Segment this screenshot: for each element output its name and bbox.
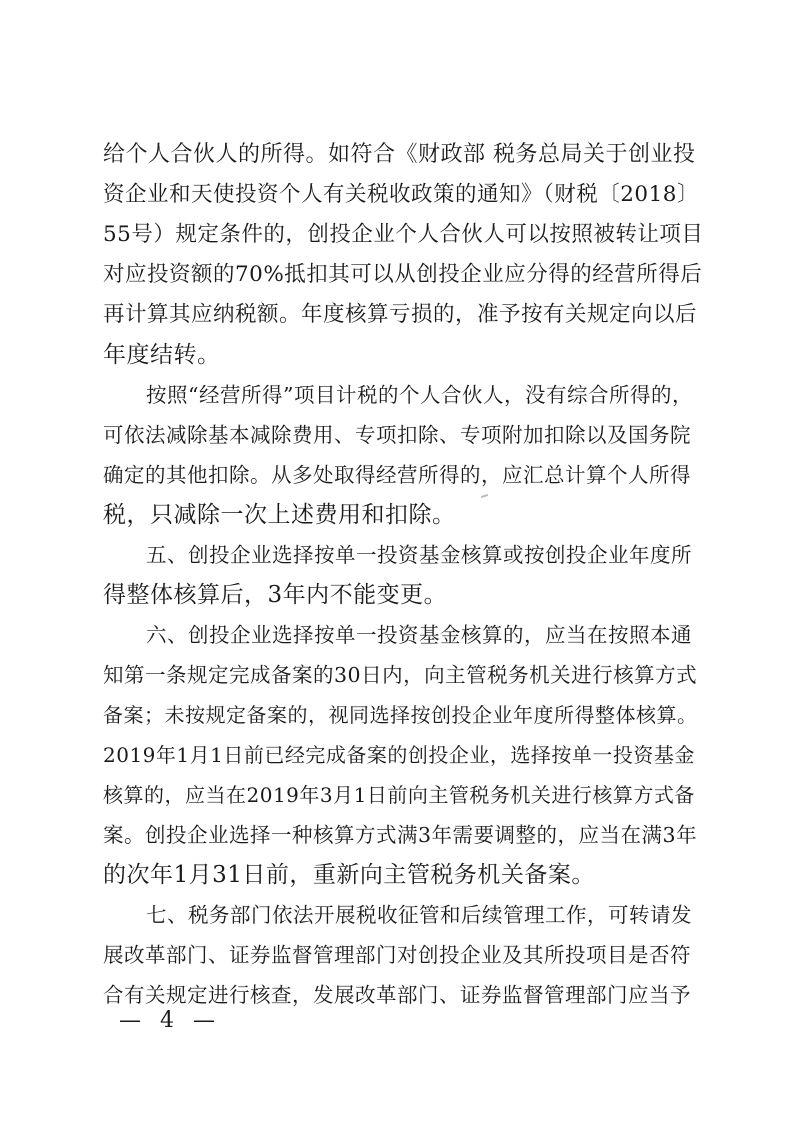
body-text-line: 2019年1月1日前已经完成备案的创投企业，选择按单一投资基金 — [103, 743, 695, 767]
body-text-line: 得整体核算后，3年内不能变更。 — [103, 582, 448, 608]
paragraph-start-line: 七、税务部门依法开展税收征管和后续管理工作，可转请发 — [146, 903, 692, 927]
body-text-line: 给个人合伙人的所得。如符合《财政部 税务总局关于创业投 — [103, 142, 696, 167]
body-text-line: 可依法减除基本减除费用、专项扣除、专项附加扣除以及国务院 — [103, 423, 691, 447]
body-text-line: 资企业和天使投资个人有关税收政策的通知》（财税〔2018〕 — [103, 182, 699, 207]
body-text-line: 的次年1月31日前，重新向主管税务机关备案。 — [103, 862, 595, 888]
paragraph-start-line: 按照“经营所得”项目计税的个人合伙人，没有综合所得的， — [146, 383, 693, 407]
body-text-line: 对应投资额的70%抵扣其可以从创投企业应分得的经营所得后 — [103, 262, 703, 287]
body-text-line: 案。创投企业选择一种核算方式满3年需要调整的，应当在满3年 — [103, 823, 698, 847]
page-number: — 4 — — [119, 1008, 221, 1033]
paragraph-start-line: 五、创投企业选择按单一投资基金核算或按创投企业年度所 — [146, 543, 692, 567]
body-text-line: 备案；未按规定备案的，视同选择按创投企业年度所得整体核算。 — [103, 703, 698, 727]
body-text-line: 合有关规定进行核查，发展改革部门、证券监督管理部门应当予 — [103, 983, 691, 1007]
body-text-line: 再计算其应纳税额。年度核算亏损的，准予按有关规定向以后 — [103, 302, 698, 327]
body-text-line: 知第一条规定完成备案的30日内，向主管税务机关进行核算方式 — [103, 663, 698, 687]
paragraph-start-line: 六、创投企业选择按单一投资基金核算的，应当在按照本通 — [146, 623, 692, 647]
body-text-line: 核算的，应当在2019年3月1日前向主管税务机关进行核算方式备 — [103, 783, 695, 807]
body-text-line: 55号）规定条件的，创投企业个人合伙人可以按照被转让项目 — [103, 222, 704, 247]
body-text-line: 税，只减除一次上述费用和扣除。 — [103, 502, 456, 528]
body-text-line: 年度结转。 — [103, 342, 221, 368]
body-text-line: 确定的其他扣除。从多处取得经营所得的，应汇总计算个人所得 — [103, 463, 691, 487]
body-text-line: 展改革部门、证券监督管理部门对创投企业及其所投项目是否符 — [103, 943, 691, 967]
